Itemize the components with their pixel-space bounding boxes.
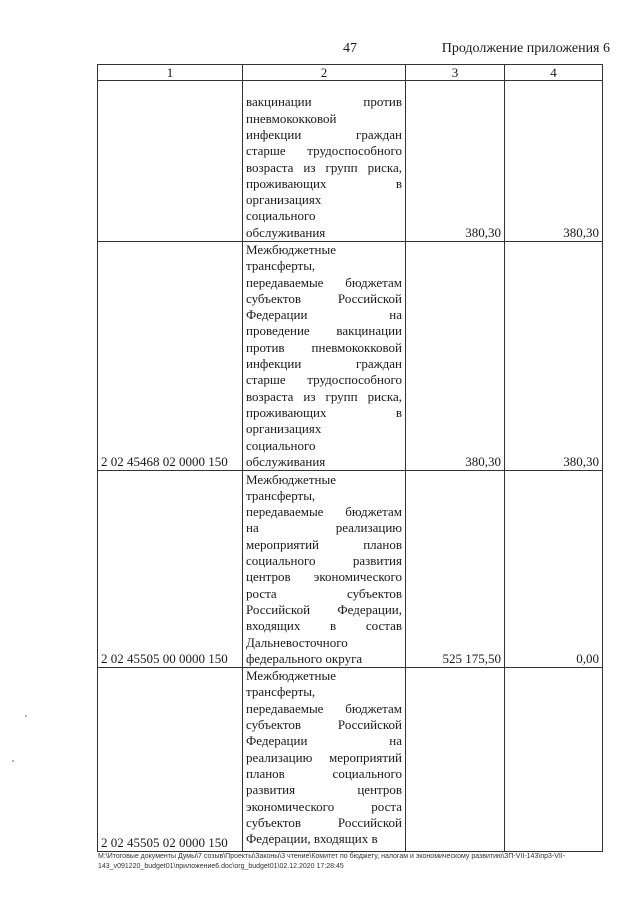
file-path-footer — [98, 852, 618, 872]
description-line: вакцинации против — [246, 94, 402, 110]
description-line: проведение вакцинации — [246, 323, 402, 339]
description-line: инфекции граждан — [246, 356, 402, 372]
budget-code-cell — [98, 81, 243, 242]
description-line: социального развития — [246, 553, 402, 569]
description-line: возраста из групп риска, — [246, 159, 402, 175]
amount-cell-col3: 525 175,50 — [406, 471, 505, 668]
description-line: пневмококковой — [246, 110, 337, 126]
description-line: субъектов Российской — [246, 814, 402, 830]
description-line: Российской Федерации, — [246, 601, 402, 617]
description-cell — [243, 81, 406, 242]
description-line: против пневмококковой — [246, 339, 402, 355]
description-line: Федерации на — [246, 733, 402, 749]
description-line: Межбюджетные — [246, 668, 336, 684]
amount-cell-col4: 380,30 — [505, 81, 603, 242]
description-line: входящих в состав — [246, 618, 402, 634]
description-line: трансферты, — [246, 258, 316, 274]
amount-cell-col3: 380,30 — [406, 242, 505, 471]
continuation-label: Продолжение приложения 6 — [441, 41, 610, 56]
description-line: Межбюджетные — [246, 471, 336, 487]
margin-mark — [25, 715, 27, 717]
column-header: 4 — [505, 65, 603, 81]
description-line: Федерации, входящих в — [246, 831, 378, 847]
description-line: субъектов Российской — [246, 290, 402, 306]
description-line: инфекции граждан — [246, 126, 402, 142]
description-cell — [243, 242, 406, 471]
budget-code-cell: 2 02 45505 00 0000 150 — [98, 471, 243, 668]
amount-cell-col3: 380,30 — [406, 81, 505, 242]
description-line: обслуживания — [246, 453, 326, 469]
table-row — [98, 668, 603, 852]
table-row — [98, 242, 603, 471]
description-line: передаваемые бюджетам — [246, 274, 402, 290]
description-cell — [243, 668, 406, 852]
table-row — [98, 471, 603, 668]
description-line: мероприятий планов — [246, 536, 402, 552]
description-line: социального — [246, 208, 316, 224]
description-line: организациях — [246, 192, 322, 208]
column-header: 3 — [406, 65, 505, 81]
description-line: реализацию мероприятий — [246, 749, 402, 765]
amount-cell-col4: 380,30 — [505, 242, 603, 471]
description-line: передаваемые бюджетам — [246, 700, 402, 716]
description-line: проживающих в — [246, 175, 402, 191]
description-line: Федерации на — [246, 307, 402, 323]
description-line: планов социального — [246, 765, 402, 781]
description-line: обслуживания — [246, 224, 326, 240]
description-line: социального — [246, 437, 316, 453]
table-header-row — [98, 65, 603, 81]
description-line: Межбюджетные — [246, 242, 336, 257]
description-line: роста субъектов — [246, 585, 402, 601]
margin-mark — [12, 760, 14, 762]
amount-cell-col4: 0,00 — [505, 471, 603, 668]
description-line: трансферты, — [246, 684, 316, 700]
budget-code-cell: 2 02 45468 02 0000 150 — [98, 242, 243, 471]
description-line: передаваемые бюджетам — [246, 504, 402, 520]
description-line: развития центров — [246, 782, 402, 798]
description-line: федерального округа — [246, 650, 363, 666]
description-line: старше трудоспособного — [246, 372, 402, 388]
column-header: 2 — [243, 65, 406, 81]
description-line: проживающих в — [246, 404, 402, 420]
description-cell — [243, 471, 406, 668]
description-line: на реализацию — [246, 520, 402, 536]
page-number: 47 — [343, 41, 357, 56]
description-line: экономического роста — [246, 798, 402, 814]
budget-table — [97, 64, 603, 852]
description-line: старше трудоспособного — [246, 143, 402, 159]
description-line: организациях — [246, 421, 322, 437]
description-line: субъектов Российской — [246, 717, 402, 733]
description-line: Дальневосточного — [246, 634, 348, 650]
budget-code-cell: 2 02 45505 02 0000 150 — [98, 668, 243, 852]
description-line: центров экономического — [246, 569, 402, 585]
column-header: 1 — [98, 65, 243, 81]
file-path-line: М:\Итоговые документы Думы\7 созыв\Проекты\Законы\3 чтение\Комитет по бюджету, налогам и экономическому развитию\ЗП-VII-143\пр3-VII- — [98, 853, 566, 860]
amount-cell-col4 — [505, 668, 603, 852]
description-line: возраста из групп риска, — [246, 388, 402, 404]
description-line: трансферты, — [246, 487, 316, 503]
amount-cell-col3 — [406, 668, 505, 852]
file-path-line: 143_v091220_budget01\приложение6.doc\org_budget01\02.12.2020 17:28:45 — [98, 863, 344, 870]
table-row — [98, 81, 603, 242]
